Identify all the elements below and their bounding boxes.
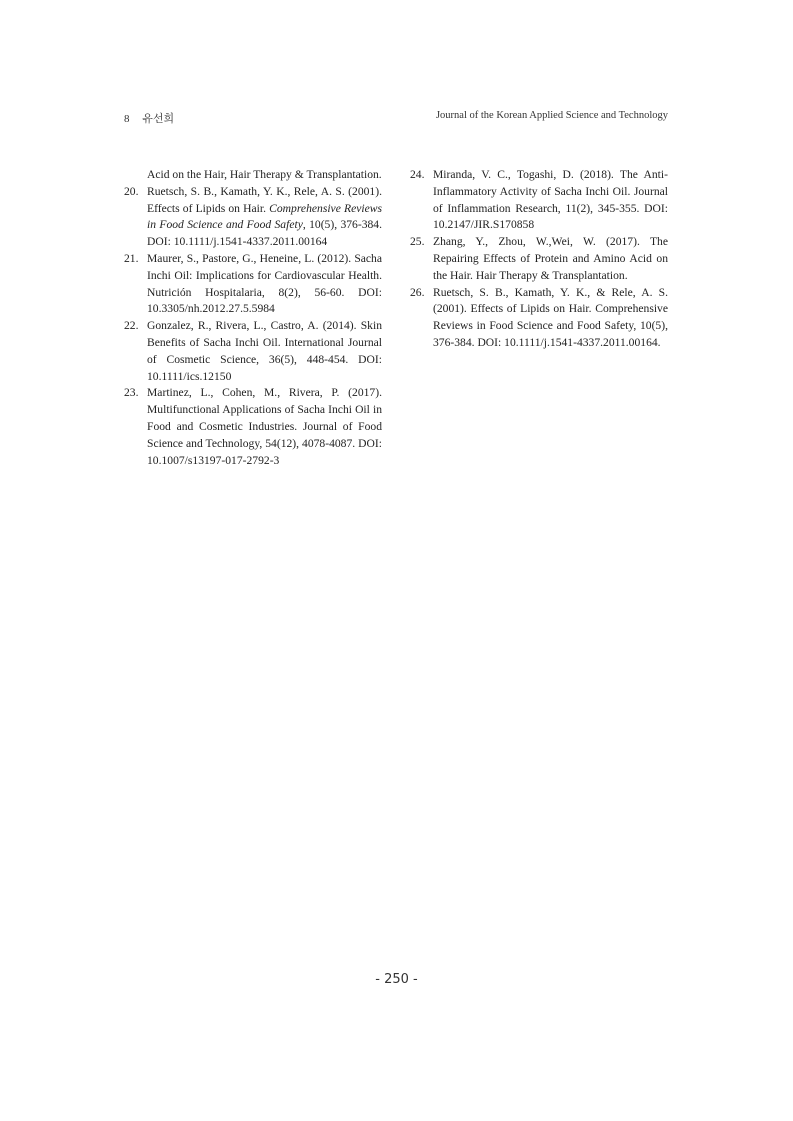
page-footer: - 250 - [375, 972, 418, 987]
reference-21 [124, 251, 382, 318]
reference-26 [410, 285, 668, 352]
reference-number: 25. [410, 235, 425, 249]
reference-text: Gonzalez, R., Rivera, L., Castro, A. (2014). Skin Benefits of Sacha Inchi Oil. International Journal of Cosmetic Science, 36(5), 448-454. DOI: 10.1111/ics.12150 [147, 319, 382, 383]
reference-text: Zhang, Y., Zhou, W.,Wei, W. (2017). The Repairing Effects of Protein and Amino Acid on the Hair. Hair Therapy & Transplantation. [433, 235, 668, 282]
reference-journal-italic: Comprehensive Reviews in Food Science and Food Safety [147, 201, 382, 232]
reference-text-tail: , 10(5), 376-384. DOI: 10.1111/j.1541-4337.2011.00164 [147, 218, 382, 249]
page-number: 8 [124, 113, 130, 125]
author-name: 유선희 [142, 113, 175, 125]
reference-19-continued [124, 167, 382, 184]
reference-text: Ruetsch, S. B., Kamath, Y. K., & Rele, A. S. (2001). Effects of Lipids on Hair. Comprehensive Reviews in Food Science and Food Safety, 10(5), 376-384. DOI: 10.1111/j.1541-4337.2011.00164. [433, 285, 668, 349]
reference-number: 22. [124, 319, 139, 333]
reference-23 [124, 385, 382, 469]
reference-number: 21. [124, 251, 139, 265]
reference-text: Maurer, S., Pastore, G., Heneine, L. (2012). Sacha Inchi Oil: Implications for Cardiovascular Health. Nutrición Hospitalaria, 8(2), 56-60. DOI: 10.3305/nh.2012.27.5.5984 [147, 251, 382, 316]
reference-22 [124, 318, 382, 385]
reference-20 [124, 184, 382, 251]
reference-number: 23. [124, 386, 139, 400]
header-left [124, 110, 174, 126]
reference-number: 26. [410, 285, 425, 299]
reference-text: Ruetsch, S. B., Kamath, Y. K., Rele, A. S. (2001). Effects of Lipids on Hair. [147, 184, 382, 215]
reference-24 [410, 167, 668, 234]
reference-25 [410, 234, 668, 284]
reference-text: Acid on the Hair, Hair Therapy & Transplantation. [147, 168, 382, 181]
reference-text: Martinez, L., Cohen, M., Rivera, P. (2017). Multifunctional Applications of Sacha Inchi Oil in Food and Cosmetic Industries. Journal of Food Science and Technology, 54(12), 4078-4087. DOI: 10.1007/s13197-017-2792-3 [147, 386, 382, 467]
reference-number: 24. [410, 168, 425, 181]
running-header [124, 110, 668, 126]
reference-number: 20. [124, 184, 139, 198]
journal-title: Journal of the Korean Applied Science and Technology [435, 110, 668, 121]
references-column-left [124, 167, 382, 469]
references-column-right [410, 167, 668, 352]
reference-text: Miranda, V. C., Togashi, D. (2018). The Anti-Inflammatory Activity of Sacha Inchi Oil. Journal of Inflammation Research, 11(2), 345-355. DOI: 10.2147/JIR.S170858 [433, 168, 668, 232]
